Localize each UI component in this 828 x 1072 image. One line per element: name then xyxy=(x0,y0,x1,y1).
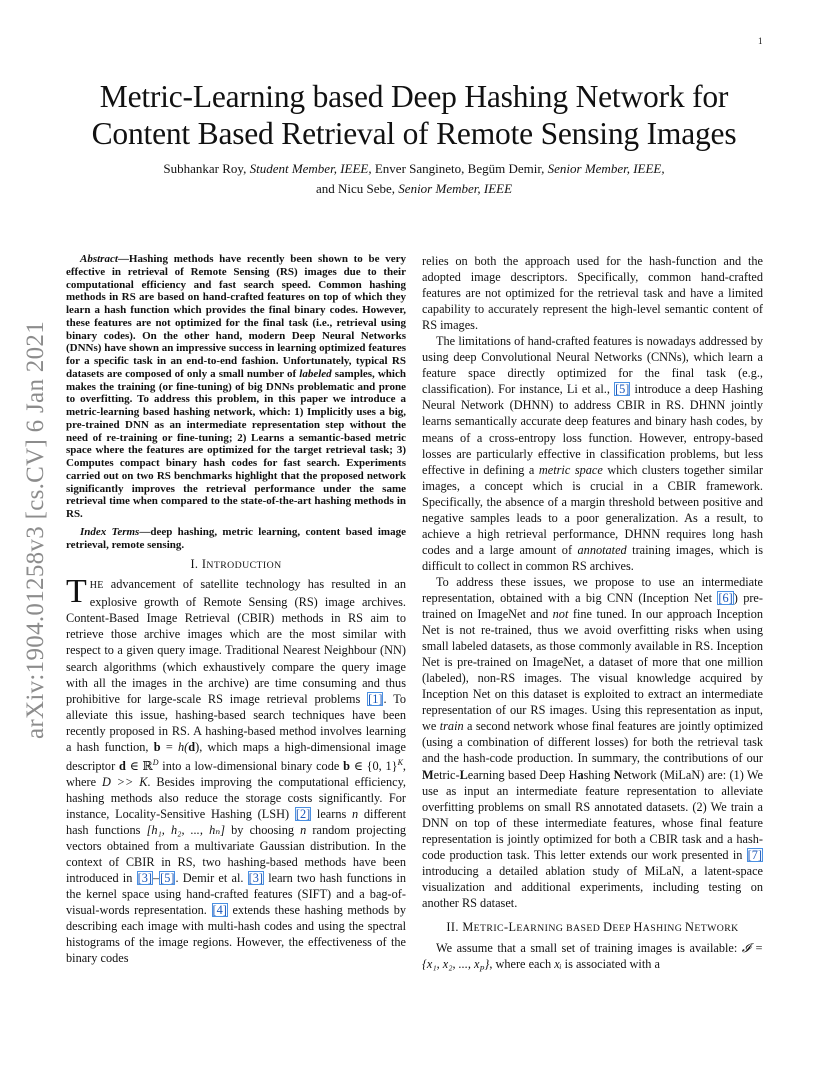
paragraph-text: random projecting vectors obtained from a multivariate Gaussian distribution. In the context of CBIR in RS, two hashing-based methods have been introduced in xyxy=(66,823,406,886)
abstract-text: samples, which makes the training (or fine-tuning) of big DNNs problematic and prone to overfitting. To address this problem, in this paper we introduce a metric-learning based hashing network, which: 1) Implicitly uses a big, pre-trained DNN as an intermediate representation step without the need of re-training or fine-tuning; 2) Learns a semantic-based metric space where the features are optimized for the target retrieval task; 3) Computes compact binary hash codes for fast search. Experiments carried out on two RS benchmarks highlight that the proposed network significantly improves the retrieval performance under the same retrieval time when compared to the state-of-the-art hashing methods in RS. xyxy=(66,367,406,520)
paragraph-text: . To alleviate this issue, hashing-based search techniques have been recently proposed in RS. A hashing-based method involves learning a hash function, xyxy=(66,691,406,754)
paragraph-text: ) pre-trained on ImageNet and xyxy=(422,590,763,622)
paragraph-text: The limitations of hand-crafted features is nowadays addressed by using deep Convolutional Neural Networks (CNNs), which learn a feature space directly optimized for the final task (e.g., classification). For instance, Li et al., xyxy=(422,334,763,397)
math-symbol: xᵢ xyxy=(554,957,562,972)
acronym-letter: a xyxy=(577,767,584,782)
emphasis: metric space xyxy=(538,462,603,477)
section-title-rest: ETRIC xyxy=(473,922,504,934)
math-expression: 𝓘 = {x₁, x₂, ..., x xyxy=(422,940,763,972)
paragraph-text: fine tuned. In our approach Inception Net is not re-trained, thus we avoid overfitting risks when using small labeled datasets, as those commonly available in RS. Inception Net is pre-trained on ImageNet, a dataset of more that one million (labeled), non-RS images. The visual knowledge acquired by Inception Net on this dataset is exploited to extract an intermediate representation of our RS images. Using this representation as input, we xyxy=(422,607,763,734)
math-expression: D >> K xyxy=(101,774,148,789)
math-symbol: b xyxy=(343,758,350,773)
author-affiliation: Senior Member, IEEE xyxy=(398,181,513,196)
section-title-initial: N xyxy=(685,919,695,934)
math-symbol: d xyxy=(188,739,196,754)
paragraph-text: We assume that a small set of training images is available: xyxy=(436,940,742,955)
math-operator: ) xyxy=(195,739,200,754)
paragraph-text: introducing a detailed ablation study of MiLaN, a latent-space visualization and additional experiments, including testing on another RS dataset. xyxy=(422,863,763,910)
section-heading-introduction xyxy=(66,556,406,574)
math-superscript: K xyxy=(397,757,403,767)
emphasis: not xyxy=(552,607,569,622)
math-operator: = xyxy=(160,739,178,754)
citation-link[interactable]: [3] xyxy=(137,871,152,886)
section-title-rest: EARNING BASED xyxy=(516,922,604,934)
acronym-letter: N xyxy=(613,767,623,782)
section-heading-method xyxy=(422,919,763,937)
citation-link[interactable]: [5] xyxy=(615,382,630,397)
math-operator: ∈ xyxy=(125,758,143,773)
section-title-rest: ETWORK xyxy=(694,922,739,934)
section-number: II. xyxy=(446,919,463,934)
paragraph: relies on both the approach used for the hash-function and the adopted image descriptors. Specifically, common hand-crafted features are not optimized for the retrieval task and have a limited capability to accurately represent the high-level semantic content of RS images. xyxy=(422,254,763,333)
paragraph-text: . Besides improving the computational efficiency, hashing methods also reduce the storage costs significantly. For instance, Locality-Sensitive Hashing (LSH) xyxy=(66,774,406,822)
math-symbol: n xyxy=(352,807,359,822)
paper-title xyxy=(40,78,788,152)
paragraph-text: which clusters together similar images, a concept which is crucial in a CBIR framework. Specifically, the absence of a margin threshold between positive and negative samples leads to a poor generalization. As a result, to achieve a high retrieval performance, DHNN requires long hash codes and a large amount of xyxy=(422,462,763,557)
paragraph-text: etwork (MiLaN) are: (1) We use as input an intermediate feature representation to alleviate overfitting problems on small RS annotated datasets. (2) We train a DNN on top of these intermediate features, whose final feature representation is jointly optimized for both a CBIR task and a hash-code production task. This letter extends our work presented in xyxy=(422,767,763,862)
paragraph-text: is associated with a xyxy=(561,957,660,972)
citation-link[interactable]: [1] xyxy=(368,691,383,706)
paragraph-text: etric- xyxy=(433,767,460,782)
author-line-2 xyxy=(60,179,768,199)
paragraph-text: . Demir et al. xyxy=(175,871,248,886)
section-title-rest: ASHING xyxy=(642,922,686,934)
paragraph xyxy=(422,940,763,978)
math-symbol: d xyxy=(118,758,126,773)
abstract-paragraph xyxy=(66,253,406,521)
author-name: and Nicu Sebe, xyxy=(315,181,399,196)
abstract-emphasis: labeled xyxy=(299,367,332,380)
paragraph-text: earning based Deep H xyxy=(467,767,578,782)
abstract-label: Abstract xyxy=(80,253,118,265)
paragraph-text: a second network whose final features are jointly optimized (using a combination of different losses) for both the retrieval task and the hash-code production. In summary, the contributions of our xyxy=(422,719,764,766)
title-line-1: Metric-Learning based Deep Hashing Network for xyxy=(99,79,729,114)
range-dash: – xyxy=(152,871,160,886)
introduction-paragraph xyxy=(66,573,407,966)
citation-link[interactable]: [2] xyxy=(295,807,311,822)
emphasis: train xyxy=(439,719,464,734)
drop-cap: T xyxy=(66,573,87,611)
math-expression: [h₁, h₂, ..., hₙ] xyxy=(146,823,226,838)
citation-link[interactable]: [5] xyxy=(160,871,175,886)
acronym-letter: M xyxy=(422,767,434,782)
citation-link[interactable]: [4] xyxy=(212,903,227,918)
math-superscript: D xyxy=(152,757,159,767)
paragraph-text: different hash functions xyxy=(66,807,407,838)
right-column xyxy=(422,253,763,978)
math-symbol: b xyxy=(153,739,161,754)
author-name: Enver Sangineto, Begüm Demir, xyxy=(371,161,548,176)
author-name: Subhankar Roy, xyxy=(163,161,250,176)
abstract xyxy=(66,253,406,521)
math-operator: ∈ {0, 1} xyxy=(349,758,398,773)
paragraph-text: , where each xyxy=(489,957,555,972)
index-terms-label: Index Terms xyxy=(80,525,140,538)
section-number: I. xyxy=(190,557,202,572)
section-title-initial: D xyxy=(603,919,613,934)
section-title-initial: I xyxy=(201,557,207,572)
page-number: 1 xyxy=(758,36,763,46)
paragraph xyxy=(422,574,763,911)
math-subscript: P xyxy=(479,964,485,974)
paragraph-text: advancement of satellite technology has resulted in an explosive growth of Remote Sensing (RS) image archives. Content-Based Image Retrieval (CBIR) methods in RS aim to retrieve those archive images which are the most similar with respect to a given query image. Traditional Nearest Neighbour (NN) search algorithms (which exhaustively compare the query image with all the images in the archive) are time consuming and thus prohibitive for large-scale RS image retrieval problems xyxy=(66,577,406,706)
paragraph-text: To address these issues, we propose to use an intermediate representation, obtained with a big CNN (Inception Net xyxy=(422,574,763,605)
acronym-letter: L xyxy=(459,767,468,782)
paragraph-text: introduce a deep Hashing Neural Network (DHNN) to address CBIR in RS. DHNN jointly learns semantically accurate deep features and binary hash codes, by means of a cross-entropy loss function. However, entropy-based losses are particularly effective in classification problems, but less effective in defining a xyxy=(422,382,763,477)
citation-link[interactable]: [6] xyxy=(718,590,733,605)
paragraph-text: learn two hash functions in the kernel space using hand-crafted features (SIFT) and a bag-of-visual-words representation. xyxy=(66,871,407,918)
paragraph-text: shing xyxy=(583,767,614,782)
arxiv-identifier-stamp: arXiv:1904.01258v3 [cs.CV] 6 Jan 2021 xyxy=(22,321,49,739)
math-symbol: ℝ xyxy=(142,758,153,773)
small-caps-lead: HE xyxy=(89,580,104,592)
author-line-1 xyxy=(60,159,768,179)
title-line-2: Content Based Retrieval of Remote Sensing Images xyxy=(91,116,737,151)
section-title-initial: L xyxy=(508,919,517,934)
paragraph-text: , which maps a high-dimensional image descriptor xyxy=(66,739,407,773)
section-title-initial: H xyxy=(633,919,643,934)
left-column xyxy=(66,253,406,967)
author-list xyxy=(60,159,768,199)
math-symbol: n xyxy=(300,823,307,838)
math-expression: } xyxy=(484,957,490,972)
section-title-initial: M xyxy=(462,919,474,934)
paragraph-text: learns xyxy=(311,807,353,822)
paragraph-text: by choosing xyxy=(225,823,301,838)
citation-link[interactable]: [3] xyxy=(248,871,263,886)
citation-link[interactable]: [7] xyxy=(747,847,762,862)
index-terms-text: —deep hashing, metric learning, content based image retrieval, remote sensing. xyxy=(66,525,406,551)
index-terms xyxy=(66,526,406,552)
paragraph xyxy=(422,333,763,574)
paragraph-text: training images, which is difficult to collect in common RS archives. xyxy=(422,542,763,573)
section-title-rest: NTRODUCTION xyxy=(206,560,282,572)
author-affiliation: Student Member, IEEE, xyxy=(249,161,372,176)
paragraph-text: into a low-dimensional binary code xyxy=(158,758,344,773)
section-title-dash: - xyxy=(503,919,509,934)
abstract-text: —Hashing methods have recently been shown to be very effective in retrieval of Remote Sensing (RS) images due to their computational efficiency and fast search speed. Common hashing methods in RS are based on hand-crafted features on top of which they learn a hash function which provides the final binary codes. However, these features are not optimized for the final task (i.e., retrieval using binary codes). On the other hand, modern Deep Neural Networks (DNNs) have shown an impressive success in learning optimized features for a specific task in an end-to-end fashion. Unfortunately, typical RS datasets are composed of only a small number of xyxy=(66,253,406,380)
emphasis: annotated xyxy=(577,542,627,557)
section-title-rest: EEP xyxy=(612,922,634,934)
paragraph-text: extends these hashing methods by describing each image with multi-hash codes and using the spectral histograms of the image regions. However, the effectiveness of the binary codes xyxy=(66,903,406,966)
paragraph-text: , where xyxy=(66,758,406,789)
math-symbol: h( xyxy=(178,739,189,754)
author-affiliation: Senior Member, IEEE, xyxy=(547,161,665,176)
